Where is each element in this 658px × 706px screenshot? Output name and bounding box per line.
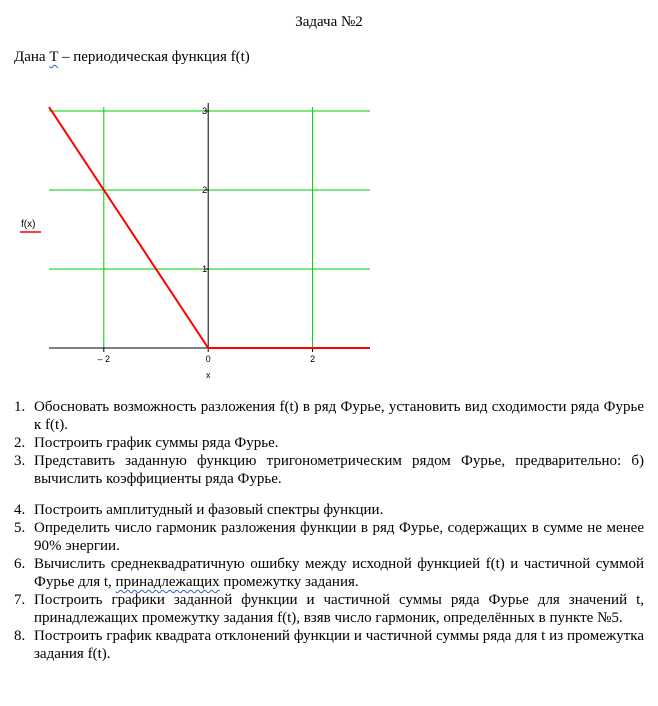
- y-tick-label: 1: [202, 263, 208, 274]
- task-text-part: Представить заданную функцию тригонометрическим рядом Фурье, предварительно: б) вычислить коэффициенты ряда Фурье.: [34, 453, 644, 487]
- intro-before: Дана: [14, 49, 50, 65]
- task-intro: [14, 49, 250, 66]
- task-text-part: Построить амплитудный и фазовый спектры функции.: [34, 502, 384, 518]
- x-tick-label: 0: [205, 354, 211, 364]
- task-text-part: Обосновать возможность разложения f(t) в ряд Фурье, установить вид сходимости ряда Фурье к f(t).: [34, 399, 644, 433]
- task-text-part: Построить график суммы ряда Фурье.: [34, 435, 279, 451]
- task-number: 7.: [14, 592, 26, 608]
- x-axis-label: x: [205, 370, 211, 380]
- task-text-part: Определить число гармоник разложения функции в ряд Фурье, содержащих в сумме не менее 90% энергии.: [34, 520, 644, 554]
- task-text: [34, 555, 644, 591]
- axis-labels: [20, 219, 211, 380]
- task-item: [14, 555, 644, 591]
- task-text: [34, 398, 644, 434]
- task-text: [34, 627, 644, 663]
- task-item: [14, 591, 644, 627]
- series-line: [49, 107, 370, 348]
- y-axis-label: f(x): [21, 219, 36, 230]
- series-layer: [49, 107, 370, 348]
- x-tick-label: 2: [310, 354, 316, 364]
- task-number: 8.: [14, 628, 26, 644]
- task-text: [34, 591, 644, 627]
- task-text: [34, 501, 644, 519]
- task-number: 3.: [14, 453, 26, 469]
- task-text-marked: принадлежащих: [115, 574, 220, 590]
- task-title: Задача №2: [295, 14, 363, 30]
- task-number: 4.: [14, 502, 26, 518]
- y-tick-label: 2: [202, 184, 208, 195]
- intro-after: – периодическая функция f(t): [58, 49, 250, 65]
- task-text: [34, 452, 644, 488]
- task-text: [34, 434, 644, 452]
- x-tick-label: – 2: [97, 354, 111, 364]
- grid-lines: [49, 107, 370, 348]
- task-list: [14, 398, 644, 663]
- task-text-part: промежутку задания.: [219, 574, 359, 590]
- task-item: [14, 398, 644, 434]
- task-text-part: Построить график квадрата отклонений функции и частичной суммы ряда для t из промежутка задания f(t).: [34, 628, 644, 662]
- task-item: [14, 452, 644, 488]
- task-number: 5.: [14, 520, 26, 536]
- function-plot: [0, 85, 400, 385]
- axes: [49, 103, 370, 352]
- task-number: 2.: [14, 435, 26, 451]
- tick-labels: [98, 106, 316, 364]
- intro-period-symbol: T: [49, 49, 59, 65]
- task-item: [14, 519, 644, 555]
- task-text: [34, 519, 644, 555]
- task-item: [14, 434, 644, 452]
- y-tick-label: 3: [202, 105, 208, 116]
- task-text-part: Построить графики заданной функции и частичной суммы ряда Фурье для значений t, принадлежащих промежутку задания f(t), взяв число гармоник, определённых в пункте №5.: [34, 592, 644, 626]
- task-number: 1.: [14, 399, 26, 415]
- task-item: [14, 627, 644, 663]
- task-number: 6.: [14, 556, 26, 572]
- task-text-part: Вычислить среднеквадратичную ошибку между исходной функцией f(t) и частичной суммой Фурье для t,: [34, 556, 644, 590]
- task-item: [14, 501, 644, 519]
